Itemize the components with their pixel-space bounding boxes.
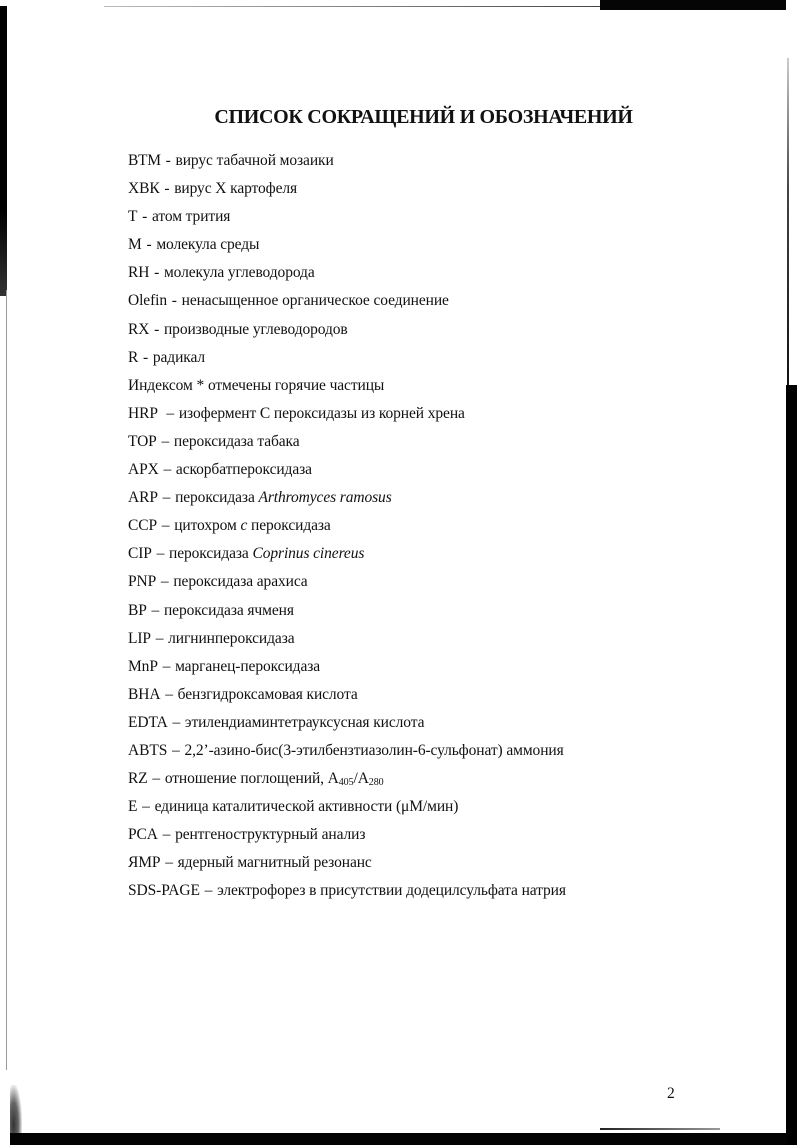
- abbr-term: RH: [128, 264, 150, 282]
- abbr-term: HRP: [128, 404, 158, 422]
- abbr-separator: -: [168, 292, 181, 310]
- abbr-description: электрофорез в присутствии додецилсульфата натрия: [217, 882, 566, 900]
- abbr-separator: –: [157, 432, 173, 450]
- abbr-description: рентгеноструктурный анализ: [175, 826, 366, 844]
- abbr-term: SDS-PAGE: [128, 882, 200, 900]
- abbr-separator: –: [158, 826, 175, 844]
- page-title: СПИСОК СОКРАЩЕНИЙ И ОБОЗНАЧЕНИЙ: [214, 106, 633, 128]
- scan-edge-bottom-bar: [10, 1133, 797, 1145]
- abbr-separator: –: [148, 770, 164, 788]
- abbr-description: пероксидаза табака: [173, 432, 300, 450]
- abbreviation-item: [128, 880, 566, 908]
- abbr-description: бензгидроксамовая кислота: [177, 685, 358, 703]
- abbr-separator: –: [158, 404, 178, 422]
- abbreviation-item: [128, 178, 566, 206]
- abbr-term: ARP: [128, 489, 158, 507]
- abbr-term: R: [128, 348, 139, 366]
- abbreviation-item: [128, 684, 566, 712]
- abbreviation-item: [128, 319, 566, 347]
- abbreviation-item: [128, 852, 566, 880]
- abbr-separator: -: [138, 208, 151, 226]
- abbr-italic-letter: c: [240, 517, 248, 535]
- abbreviation-item: [128, 656, 566, 684]
- abbreviation-item: [128, 824, 566, 852]
- abbreviation-item: [128, 234, 566, 262]
- abbr-separator: –: [159, 461, 175, 479]
- abbr-term: CIP: [128, 545, 152, 563]
- abbr-separator: –: [158, 657, 175, 675]
- abbr-term: PCA: [128, 826, 158, 844]
- abbr-term: Т: [128, 208, 138, 226]
- abbreviation-item: [128, 459, 566, 487]
- abbreviation-item: [128, 206, 566, 234]
- abbr-description: вирус табачной мозаики: [175, 152, 334, 169]
- abbr-separator: –: [161, 685, 177, 703]
- abbr-separator: -: [150, 264, 163, 282]
- abbr-description: изофермент С пероксидазы из корней хрена: [178, 404, 465, 422]
- abbreviation-item: [128, 150, 566, 178]
- abbr-separator: -: [142, 236, 156, 254]
- abbr-description: 2,2’-азино-бис(3-этилбензтиазолин-6-сульфонат) аммония: [184, 741, 564, 759]
- abbreviation-note: [128, 375, 566, 403]
- abbr-description: этилендиаминтетрауксусная кислота: [184, 713, 425, 731]
- abbr-term: E: [128, 798, 138, 816]
- abbreviation-item: [128, 600, 566, 628]
- abbr-description: единица каталитической активности (μM/мин): [154, 798, 459, 816]
- abbr-species-name: Arthromyces ramosus: [258, 489, 392, 507]
- abbr-separator: –: [152, 545, 169, 563]
- abbr-term: М: [128, 236, 142, 254]
- abbr-term: Olefin: [128, 292, 167, 310]
- abbr-description: пероксидаза: [169, 545, 253, 563]
- abbr-term: TOP: [128, 432, 157, 450]
- scan-edge-top-bar: [600, 0, 786, 10]
- abbr-separator: -: [160, 180, 174, 198]
- abbr-term: BHA: [128, 685, 161, 703]
- abbr-description: молекула среды: [156, 236, 260, 254]
- abbr-term: ABTS: [128, 741, 168, 759]
- abbr-separator: –: [200, 882, 217, 900]
- abbr-term: PNP: [128, 573, 157, 591]
- abbr-term: BP: [128, 601, 147, 619]
- abbr-description: аскорбатпероксидаза: [175, 461, 312, 479]
- abbr-description: марганец-пероксидаза: [175, 657, 321, 675]
- abbreviation-item: [128, 571, 566, 599]
- abbreviation-item: [128, 403, 566, 431]
- scan-edge-left-line: [6, 290, 7, 1070]
- abbr-term: RX: [128, 320, 150, 338]
- abbreviation-item: [128, 431, 566, 459]
- abbr-term: ВТМ: [128, 152, 161, 169]
- abbr-term: RZ: [128, 770, 148, 788]
- abbr-description: ненасыщенное органическое соединение: [181, 292, 449, 310]
- abbreviation-list: [128, 150, 566, 909]
- abbr-term: ХВК: [128, 180, 160, 198]
- scan-edge-top-line: [104, 6, 604, 7]
- scan-edge-bottom-line: [600, 1128, 720, 1130]
- abbr-description: ядерный магнитный резонанс: [177, 854, 372, 872]
- abbr-separator: –: [147, 601, 163, 619]
- abbr-separator: –: [158, 517, 174, 535]
- abbreviation-item: [128, 290, 566, 318]
- abbr-separator: -: [150, 320, 163, 338]
- abbr-separator: –: [138, 798, 154, 816]
- abbr-separator: -: [161, 152, 175, 169]
- ratio-slash: /A: [353, 770, 369, 788]
- abbr-description: производные углеводородов: [163, 320, 348, 338]
- abbr-separator: –: [161, 854, 177, 872]
- abbr-description: отношение поглощений, A: [164, 770, 339, 788]
- abbr-species-name: Coprinus cinereus: [252, 545, 365, 563]
- abbr-description: пероксидаза ячменя: [163, 601, 294, 619]
- abbr-separator: –: [157, 573, 173, 591]
- abbr-term: ЯМР: [128, 854, 161, 872]
- abbr-description: цитохром: [174, 517, 241, 535]
- abbr-description: атом трития: [152, 208, 231, 226]
- abbr-term: APX: [128, 461, 159, 479]
- abbr-note-text: Индексом * отмечены горячие частицы: [128, 376, 385, 394]
- abbr-description: пероксидаза: [175, 489, 259, 507]
- abbr-description: вирус Х картофеля: [174, 180, 298, 198]
- scan-edge-right-bar: [786, 385, 797, 1145]
- abbreviation-item: [128, 347, 566, 375]
- abbr-term: LIP: [128, 629, 151, 647]
- abbr-description: пероксидаза арахиса: [173, 573, 308, 591]
- scan-edge-left-bar: [0, 6, 7, 296]
- abbr-description: лигнинпероксидаза: [168, 629, 295, 647]
- abbreviation-item: [128, 712, 566, 740]
- abbreviation-item: [128, 768, 566, 796]
- abbr-description-rest: пероксидаза: [247, 517, 331, 535]
- page-number: 2: [667, 1085, 675, 1102]
- abbreviation-item: [128, 796, 566, 824]
- abbreviation-item: [128, 515, 566, 543]
- absorbance-subscript-280: 280: [368, 777, 384, 789]
- abbr-term: EDTA: [128, 713, 168, 731]
- abbreviation-item: [128, 628, 566, 656]
- abbr-separator: –: [168, 713, 184, 731]
- abbreviation-item: [128, 262, 566, 290]
- abbreviation-item: [128, 543, 566, 571]
- abbr-separator: -: [139, 348, 152, 366]
- abbr-separator: –: [158, 489, 175, 507]
- abbr-separator: –: [151, 629, 168, 647]
- abbr-separator: –: [168, 741, 184, 759]
- abbreviation-item: [128, 740, 566, 768]
- scan-smudge: [10, 1085, 22, 1135]
- abbr-description: молекула углеводорода: [163, 264, 315, 282]
- abbr-description: радикал: [152, 348, 206, 366]
- abbreviation-item: [128, 487, 566, 515]
- abbr-term: MnP: [128, 657, 158, 675]
- absorbance-subscript-405: 405: [338, 777, 354, 789]
- abbr-term: CCP: [128, 517, 157, 535]
